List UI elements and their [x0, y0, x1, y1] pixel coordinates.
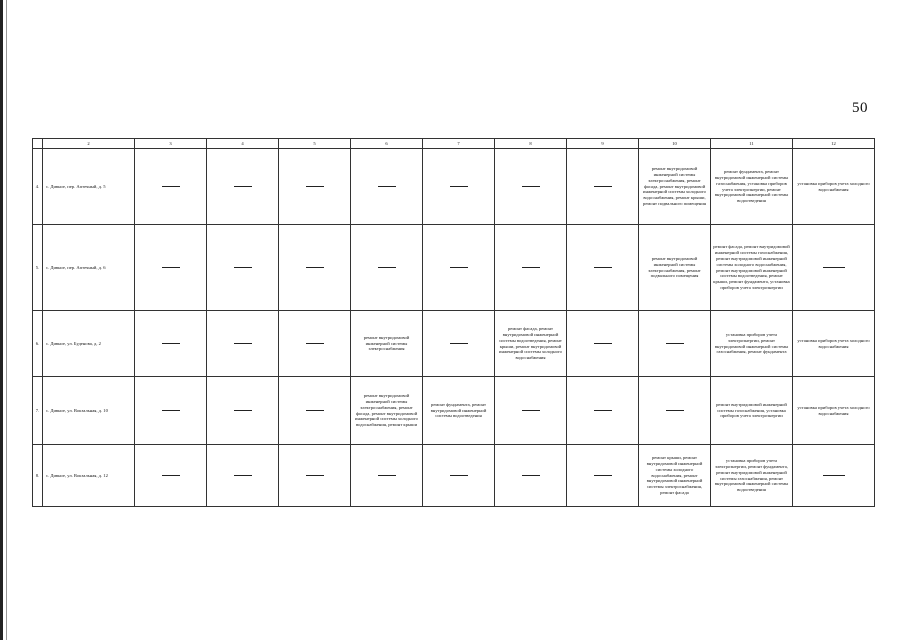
empty-cell-dash: [495, 377, 567, 445]
dash-mark: [522, 186, 540, 187]
dash-mark: [522, 267, 540, 268]
empty-cell-dash: [423, 445, 495, 507]
works-cell: ремонт внутридомовой инженерной системы электроснабжения, ремонт фасада, ремонт внутридомовой инженерной системы холодного водоснабжения, ремонт крыши, ремонт подвального помещения: [639, 149, 711, 225]
dash-mark: [522, 410, 540, 411]
dash-mark: [378, 186, 396, 187]
dash-mark: [450, 475, 468, 476]
empty-cell-dash: [495, 149, 567, 225]
address-cell: с. Дивное, ул. Вокзальная, д. 12: [43, 445, 135, 507]
empty-cell-dash: [351, 225, 423, 311]
dash-mark: [306, 343, 324, 344]
table-header-row: [33, 139, 875, 149]
dash-mark: [450, 267, 468, 268]
column-number: 9: [567, 139, 639, 149]
works-cell: ремонт фасада, ремонт внутридомовой инженерной системы газоснабжения, ремонт внутридомовой инженерной системы холодного водоснабжения, ремонт внутридомовой инженерной системы водоотведения, ремонт крыши, ремонт фундамента, установка приборов учета электроэнергии: [711, 225, 793, 311]
works-cell: ремонт фундамента, ремонт внутридомовой инженерной системы водоотведения: [423, 377, 495, 445]
works-cell: установка приборов учета электроэнергии, ремонт внутридомовой инженерной системы газоснабжения, ремонт фундамента: [711, 311, 793, 377]
empty-cell-dash: [639, 377, 711, 445]
dash-mark: [450, 343, 468, 344]
row-number: 6.: [33, 311, 43, 377]
empty-cell-dash: [351, 149, 423, 225]
dash-mark: [378, 267, 396, 268]
dash-mark: [162, 267, 180, 268]
dash-mark: [594, 475, 612, 476]
works-table: [32, 138, 875, 507]
dash-mark: [823, 267, 845, 268]
works-cell: ремонт крыши, ремонт внутридомовой инженерной системы холодного водоснабжения, ремонт внутридомовой инженерной системы электроснабжения, ремонт фасада: [639, 445, 711, 507]
dash-mark: [306, 410, 324, 411]
column-number: 12: [793, 139, 875, 149]
works-cell: установка приборов учета холодного водоснабжения: [793, 149, 875, 225]
dash-mark: [234, 186, 252, 187]
empty-cell-dash: [279, 149, 351, 225]
column-number: 5: [279, 139, 351, 149]
table-row: [33, 377, 875, 445]
empty-cell-dash: [793, 225, 875, 311]
row-number: 7.: [33, 377, 43, 445]
page-number: 50: [852, 100, 868, 116]
dash-mark: [234, 410, 252, 411]
empty-cell-dash: [279, 225, 351, 311]
dash-mark: [378, 475, 396, 476]
dash-mark: [162, 410, 180, 411]
dash-mark: [594, 267, 612, 268]
works-cell: ремонт внутридомовой инженерной системы электроснабжения, ремонт фасада, ремонт внутридомовой инженерной системы холодного водоснабжения, ремонт крыши: [351, 377, 423, 445]
empty-cell-dash: [351, 445, 423, 507]
empty-cell-dash: [567, 225, 639, 311]
empty-cell-dash: [495, 445, 567, 507]
dash-mark: [594, 343, 612, 344]
works-cell: установка приборов учета электроэнергии, ремонт фундамента, ремонт внутридомовой инженерной системы газоснабжения, ремонт внутридомовой инженерной системы водоотведения: [711, 445, 793, 507]
empty-cell-dash: [207, 377, 279, 445]
row-number: 5.: [33, 225, 43, 311]
empty-cell-dash: [567, 445, 639, 507]
column-number: 10: [639, 139, 711, 149]
dash-mark: [162, 186, 180, 187]
table-row: [33, 149, 875, 225]
empty-cell-dash: [135, 377, 207, 445]
dash-mark: [666, 410, 684, 411]
works-cell: ремонт фундамента, ремонт внутридомовой инженерной системы газоснабжения, установка приборов учета электроэнергии, ремонт внутридомовой инженерной системы водоотведения: [711, 149, 793, 225]
column-number: 8: [495, 139, 567, 149]
dash-mark: [306, 475, 324, 476]
dash-mark: [594, 186, 612, 187]
empty-cell-dash: [207, 149, 279, 225]
works-cell: ремонт внутридомовой инженерной системы электроснабжения: [351, 311, 423, 377]
empty-cell-dash: [423, 149, 495, 225]
empty-cell-dash: [495, 225, 567, 311]
column-number: 6: [351, 139, 423, 149]
dash-mark: [666, 343, 684, 344]
empty-cell-dash: [207, 311, 279, 377]
column-number: 7: [423, 139, 495, 149]
dash-mark: [234, 343, 252, 344]
empty-cell-dash: [135, 445, 207, 507]
column-number: 4: [207, 139, 279, 149]
empty-cell-dash: [135, 311, 207, 377]
empty-cell-dash: [639, 311, 711, 377]
empty-cell-dash: [279, 377, 351, 445]
empty-cell-dash: [567, 377, 639, 445]
empty-cell-dash: [567, 149, 639, 225]
column-number: 11: [711, 139, 793, 149]
dash-mark: [234, 475, 252, 476]
dash-mark: [594, 410, 612, 411]
address-cell: с. Дивное, ул. Вокзальная, д. 10: [43, 377, 135, 445]
address-cell: с. Дивное, пер. Аптечный, д. 6: [43, 225, 135, 311]
works-cell: установка приборов учета холодного водоснабжения: [793, 377, 875, 445]
address-cell: с. Дивное, ул. Буденова, д. 2: [43, 311, 135, 377]
empty-cell-dash: [207, 445, 279, 507]
works-cell: ремонт фасада, ремонт внутридомовой инженерной системы водоотведения, ремонт крыши, ремонт внутридомовой инженерной системы холодного водоснабжения: [495, 311, 567, 377]
empty-cell-dash: [135, 225, 207, 311]
dash-mark: [162, 343, 180, 344]
empty-cell-dash: [793, 445, 875, 507]
column-number: [33, 139, 43, 149]
dash-mark: [162, 475, 180, 476]
table-row: [33, 225, 875, 311]
empty-cell-dash: [279, 311, 351, 377]
row-number: 4.: [33, 149, 43, 225]
dash-mark: [450, 186, 468, 187]
empty-cell-dash: [207, 225, 279, 311]
works-cell: ремонт внутридомовой инженерной системы электроснабжения, ремонт подвального помещения: [639, 225, 711, 311]
empty-cell-dash: [567, 311, 639, 377]
empty-cell-dash: [423, 311, 495, 377]
column-number: 2: [43, 139, 135, 149]
empty-cell-dash: [423, 225, 495, 311]
column-number: 3: [135, 139, 207, 149]
dash-mark: [306, 186, 324, 187]
empty-cell-dash: [279, 445, 351, 507]
empty-cell-dash: [135, 149, 207, 225]
scan-edge-line: [6, 0, 7, 640]
scan-edge: [0, 0, 3, 640]
works-cell: ремонт внутридомовой инженерной системы газоснабжения, установка приборов учета электроэнергии: [711, 377, 793, 445]
works-cell: установка приборов учета холодного водоснабжения: [793, 311, 875, 377]
row-number: 8.: [33, 445, 43, 507]
dash-mark: [522, 475, 540, 476]
dash-mark: [234, 267, 252, 268]
address-cell: с. Дивное, пер. Аптечный, д. 5: [43, 149, 135, 225]
table-row: [33, 311, 875, 377]
dash-mark: [823, 475, 845, 476]
table-row: [33, 445, 875, 507]
dash-mark: [306, 267, 324, 268]
